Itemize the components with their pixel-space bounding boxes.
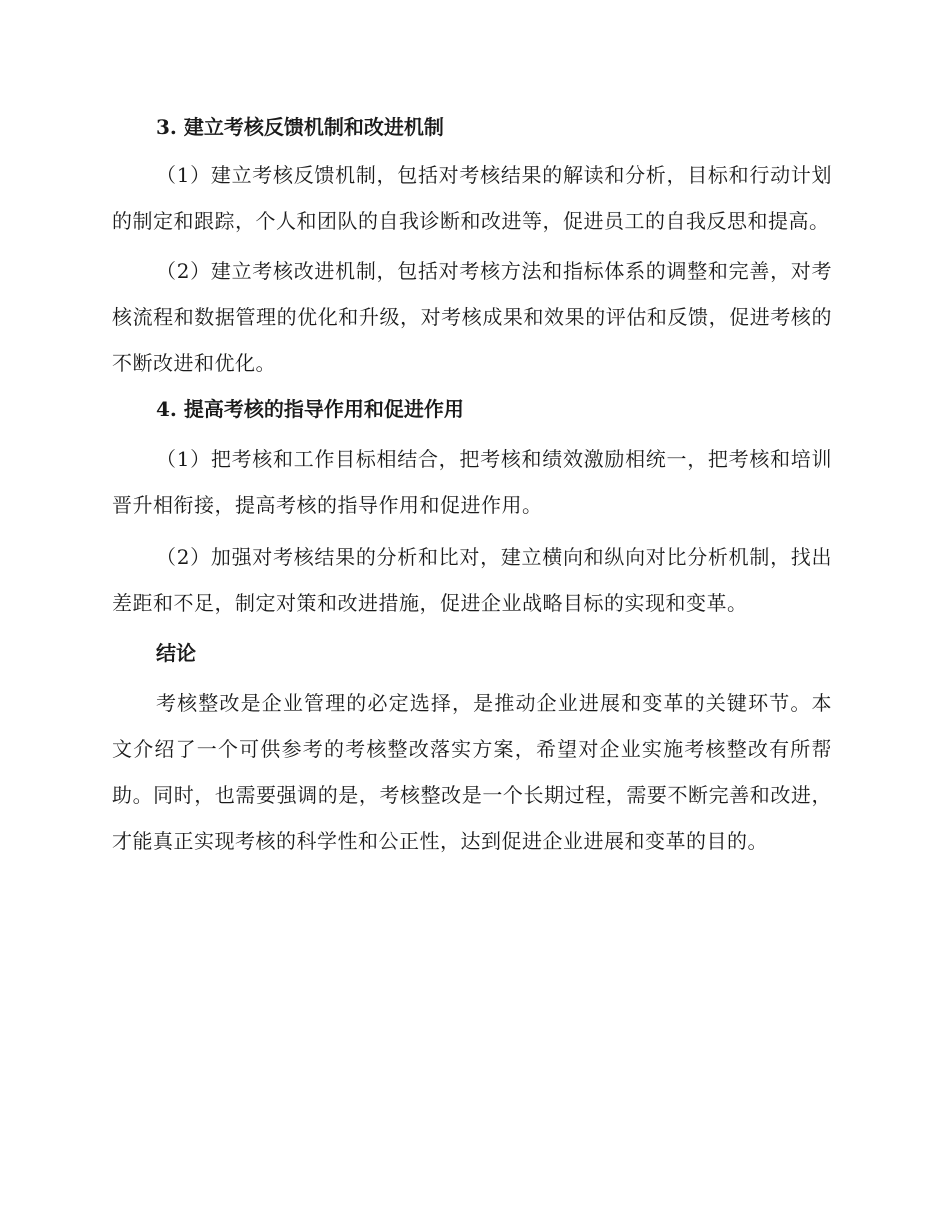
section-4-heading: 4. 提高考核的指导作用和促进作用 xyxy=(156,397,464,421)
section-3-paragraph-2: （2）建立考核改进机制，包括对考核方法和指标体系的调整和完善，对考核流程和数据管理的优化和升级，对考核成果和效果的评估和反馈，促进考核的不断改进和优化。 xyxy=(112,259,832,375)
section-4-paragraph-2: （2）加强对考核结果的分析和比对，建立横向和纵向对比分析机制，找出差距和不足，制定对策和改进措施，促进企业战略目标的实现和变革。 xyxy=(112,545,832,615)
section-4-paragraph-1: （1）把考核和工作目标相结合，把考核和绩效激励相统一，把考核和培训晋升相衔接，提高考核的指导作用和促进作用。 xyxy=(112,447,832,517)
conclusion-heading: 结论 xyxy=(156,641,196,665)
section-3-paragraph-1: （1）建立考核反馈机制，包括对考核结果的解读和分析，目标和行动计划的制定和跟踪，个人和团队的自我诊断和改进等，促进员工的自我反思和提高。 xyxy=(112,163,832,233)
section-3-heading: 3. 建立考核反馈机制和改进机制 xyxy=(156,115,444,139)
conclusion-paragraph: 考核整改是企业管理的必定选择，是推动企业进展和变革的关键环节。本文介绍了一个可供参考的考核整改落实方案，希望对企业实施考核整改有所帮助。同时，也需要强调的是，考核整改是一个长期过程，需要不断完善和改进，才能真正实现考核的科学性和公正性，达到促进企业进展和变革的目的。 xyxy=(112,691,832,853)
document-body xyxy=(112,104,832,864)
